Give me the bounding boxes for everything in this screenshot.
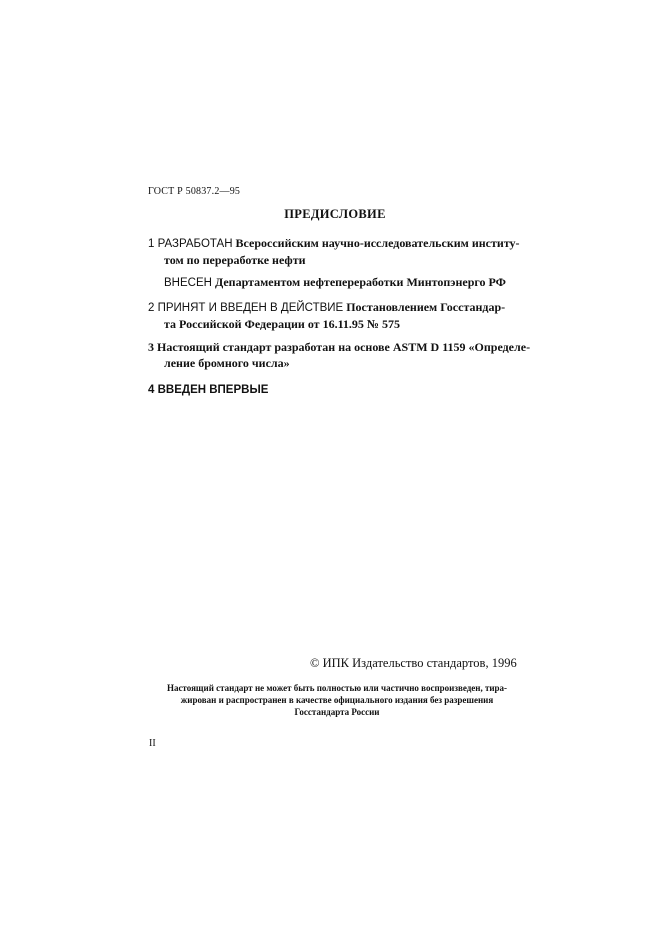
reproduction-notice xyxy=(150,682,524,718)
item-line xyxy=(148,299,524,316)
notice-line: Настоящий стандарт не может быть полностью или частично воспроизведен, тира- xyxy=(166,683,508,693)
notice-line: жирован и распространен в качестве официального издания без разрешения xyxy=(180,695,494,705)
item-lead: 4 ВВЕДЕН ВПЕРВЫЕ xyxy=(148,384,269,396)
item-line xyxy=(164,274,540,291)
item-text: Постановлением Госстандар- xyxy=(343,300,506,314)
item-line xyxy=(148,339,531,355)
item-line xyxy=(148,252,524,268)
page-title: ПРЕДИСЛОВИЕ xyxy=(284,207,386,221)
item-line xyxy=(148,235,524,252)
item-text: Всероссийским научно-исследовательским институ- xyxy=(232,236,520,250)
copyright-notice: © ИПК Издательство стандартов, 1996 xyxy=(310,656,517,670)
foreword-item-submitted xyxy=(164,274,540,291)
page-number: II xyxy=(149,738,156,749)
item-line xyxy=(148,316,524,332)
item-text: 3 Настоящий стандарт разработан на основе ASTM D 1159 «Определе- xyxy=(148,340,531,354)
item-text: та Российской Федерации от 16.11.95 № 575 xyxy=(164,317,400,331)
item-text: Департаментом нефтепереработки Минтопэнерго РФ xyxy=(211,275,506,289)
document-code: ГОСТ Р 50837.2—95 xyxy=(148,186,241,197)
foreword-item-basis xyxy=(148,339,531,371)
item-line xyxy=(148,355,524,371)
item-lead: 2 ПРИНЯТ И ВВЕДЕН В ДЕЙСТВИЕ xyxy=(148,302,344,314)
item-text: том по переработке нефти xyxy=(164,253,306,267)
notice-line: Госстандарта России xyxy=(294,707,380,717)
item-lead: ВНЕСЕН xyxy=(164,277,212,289)
item-lead: 1 РАЗРАБОТАН xyxy=(148,238,233,250)
item-line xyxy=(148,381,524,398)
foreword-item-developed xyxy=(148,235,524,268)
item-text: ление бромного числа» xyxy=(164,356,290,370)
foreword-item-adopted xyxy=(148,299,524,332)
foreword-item-first-introduced xyxy=(148,381,524,398)
